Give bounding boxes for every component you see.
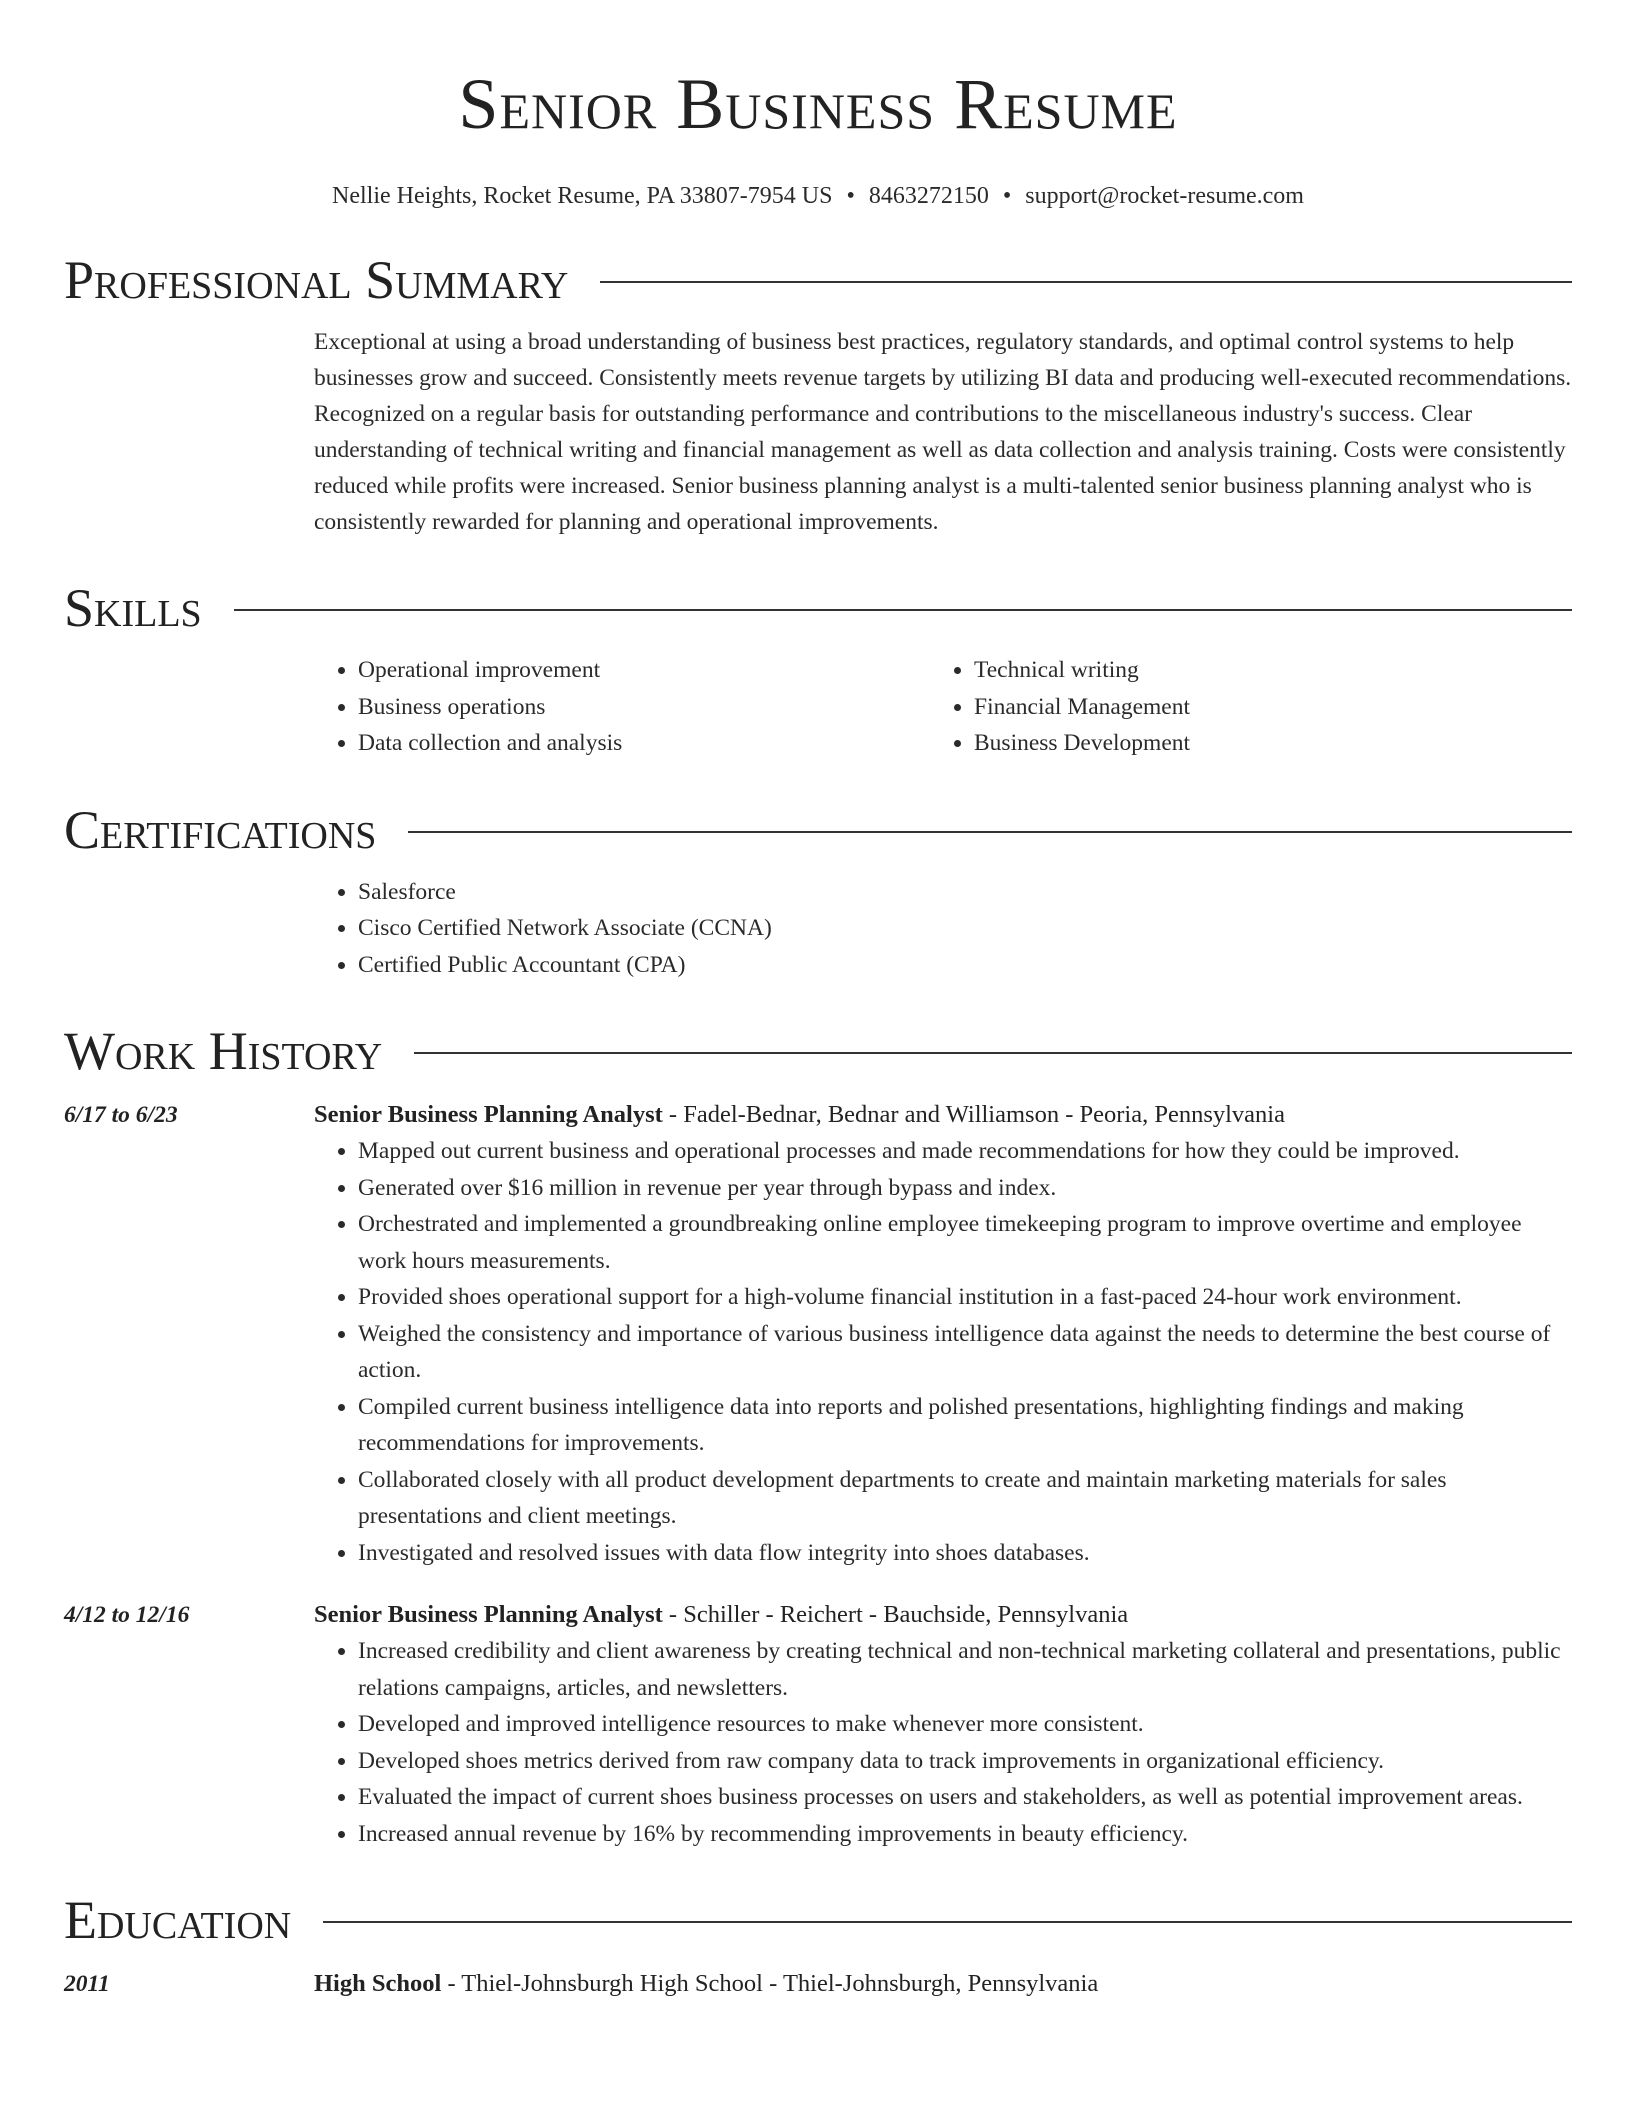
job-bullet: • Compiled current business intelligence data into reports and polished presentations, highlighting findings and making recommendations for improvements. [358, 1389, 1572, 1462]
job-responsibilities [314, 1133, 1572, 1571]
summary-section-header [64, 248, 1572, 312]
education-entry [64, 1966, 1572, 2002]
job-entry [64, 1597, 1572, 1852]
skills-section-title: Skills [64, 578, 202, 638]
section-divider [234, 609, 1572, 611]
skills-section-header [64, 576, 1572, 640]
job-dates: 4/12 to 12/16 [64, 1602, 190, 1628]
skill-item: • Operational improvement [358, 652, 930, 689]
skill-item: • Business Development [974, 725, 1546, 762]
job-bullet: • Evaluated the impact of current shoes business processes on users and stakeholders, as well as potential improvement areas. [358, 1779, 1572, 1816]
certifications-list-wrapper [314, 874, 1572, 984]
resume-title: Senior Business Resume [458, 64, 1178, 144]
skill-item: • Technical writing [974, 652, 1546, 689]
work-section-header [64, 1019, 1572, 1083]
job-bullet: • Collaborated closely with all product development departments to create and maintain marketing materials for sales presentations and client meetings. [358, 1462, 1572, 1535]
job-bullet: • Weighed the consistency and importance of various business intelligence data against the needs to determine the best course of action. [358, 1316, 1572, 1389]
section-divider [323, 1921, 1572, 1923]
job-role: Senior Business Planning Analyst [314, 1601, 663, 1628]
contact-address: Nellie Heights, Rocket Resume, PA 33807-7954 US [332, 183, 833, 209]
certifications-list [314, 874, 1572, 984]
job-bullet: • Generated over $16 million in revenue per year through bypass and index. [358, 1170, 1572, 1207]
skill-item: • Business operations [358, 689, 930, 726]
skill-item: • Financial Management [974, 689, 1546, 726]
certification-item: • Certified Public Accountant (CPA) [358, 947, 1572, 984]
job-bullet: • Increased credibility and client awareness by creating technical and non-technical marketing collateral and presentations, public relations campaigns, articles, and newsletters. [358, 1633, 1572, 1706]
section-divider [600, 281, 1572, 283]
education-section-title: Education [64, 1890, 292, 1950]
education-school: - Thiel-Johnsburgh High School - Thiel-Johnsburgh, Pennsylvania [441, 1970, 1099, 1997]
skills-list-1 [314, 652, 930, 762]
education-body [314, 1966, 1572, 2002]
job-bullet: • Mapped out current business and operational processes and made recommendations for how they could be improved. [358, 1133, 1572, 1170]
section-divider [408, 831, 1572, 833]
education-degree: High School [314, 1970, 442, 1997]
job-bullet: • Developed and improved intelligence resources to make whenever more consistent. [358, 1706, 1572, 1743]
contact-email: support@rocket-resume.com [1025, 183, 1304, 209]
contact-separator: • [846, 183, 855, 209]
job-bullet: • Developed shoes metrics derived from raw company data to track improvements in organizational efficiency. [358, 1743, 1572, 1780]
job-bullet: • Investigated and resolved issues with data flow integrity into shoes databases. [358, 1535, 1572, 1572]
contact-phone: 8463272150 [868, 183, 989, 209]
contact-line [64, 180, 1572, 212]
education-heading [314, 1966, 1572, 2002]
certifications-section-title: Certifications [64, 799, 377, 860]
skills-column-2 [930, 652, 1546, 762]
summary-section-title: Professional Summary [64, 250, 569, 310]
job-responsibilities [314, 1633, 1572, 1852]
skills-column-1 [314, 652, 930, 762]
job-dates: 6/17 to 6/23 [64, 1102, 178, 1128]
education-section-header [64, 1888, 1572, 1952]
job-bullet: • Orchestrated and implemented a groundbreaking online employee timekeeping program to improve overtime and employee work hours measurements. [358, 1206, 1572, 1279]
summary-text: Exceptional at using a broad understanding of business best practices, regulatory standards, and optimal control systems to help businesses grow and succeed. Consistently meets revenue targets by utilizing BI data and producing well-executed recommendations. Recognized on a regular basis for outstanding performance and contributions to the miscellaneous industry's success. Clear understanding of technical writing and financial management as well as data collection and analysis training. Costs were consistently reduced while profits were increased. Senior business planning analyst is a multi-talented senior business planning analyst who is consistently rewarded for planning and operational improvements. [314, 329, 1572, 535]
skills-grid [314, 652, 1572, 762]
job-body [314, 1597, 1572, 1852]
section-divider [414, 1052, 1572, 1054]
certification-item: • Salesforce [358, 874, 1572, 911]
education-year: 2011 [64, 1971, 110, 1997]
skills-list-2 [930, 652, 1546, 762]
job-heading [314, 1597, 1572, 1633]
job-bullet: • Provided shoes operational support for a high-volume financial institution in a fast-paced 24-hour work environment. [358, 1279, 1572, 1316]
job-entry [64, 1097, 1572, 1571]
certification-item: • Cisco Certified Network Associate (CCNA) [358, 910, 1572, 947]
job-bullet: • Increased annual revenue by 16% by recommending improvements in beauty efficiency. [358, 1816, 1572, 1853]
job-body [314, 1097, 1572, 1571]
job-employer: - Schiller - Reichert - Bauchside, Pennsylvania [662, 1601, 1129, 1628]
skill-item: • Data collection and analysis [358, 725, 930, 762]
job-employer: - Fadel-Bednar, Bednar and Williamson - Peoria, Pennsylvania [662, 1101, 1285, 1128]
job-heading [314, 1097, 1572, 1133]
certifications-section-header [64, 798, 1572, 862]
work-section-title: Work History [64, 1021, 383, 1081]
contact-separator: • [1002, 183, 1012, 209]
job-role: Senior Business Planning Analyst [314, 1101, 663, 1128]
